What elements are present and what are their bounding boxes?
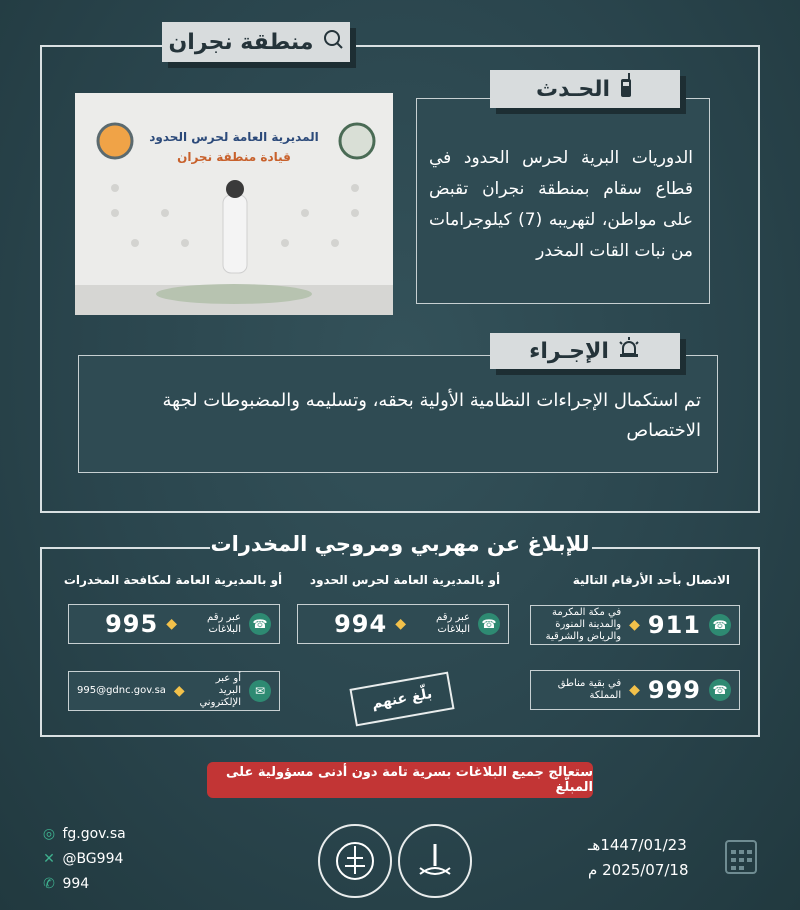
email-address[interactable]: 995@gdnc.gov.sa bbox=[77, 685, 166, 696]
footer-website[interactable] bbox=[40, 826, 126, 842]
report-border-left bbox=[40, 547, 42, 737]
report-border-bottom bbox=[40, 735, 760, 737]
chevron-icon: ◆ bbox=[395, 616, 406, 632]
action-title: الإجـراء bbox=[529, 338, 609, 364]
event-title: الحـدث bbox=[536, 76, 610, 102]
action-text: تم استكمال الإجراءات النظامية الأولية بحقه، وتسليمه والمضبوطات لجهة الاختصاص bbox=[162, 390, 701, 441]
hotline-999[interactable] bbox=[530, 670, 740, 710]
ministry-emblem bbox=[398, 824, 472, 898]
hotline-999-number: 999 bbox=[647, 676, 701, 704]
col1-title: الاتصال بأحد الأرقام التالية bbox=[572, 573, 730, 587]
report-border-right bbox=[758, 547, 760, 737]
hotline-911-number: 911 bbox=[647, 611, 701, 639]
col3-title: أو بالمديرية العامة لمكافحة المخدرات bbox=[63, 573, 283, 587]
hotline-995-desc: عبر رقم البلاغات bbox=[207, 612, 241, 635]
search-shield-icon bbox=[322, 28, 344, 56]
action-tag bbox=[490, 333, 680, 369]
footer-x-text: @BG994 bbox=[62, 851, 124, 867]
email-contact[interactable] bbox=[68, 671, 280, 711]
phone-icon: ☎ bbox=[709, 679, 731, 701]
footer-x[interactable] bbox=[40, 851, 123, 867]
report-stamp bbox=[349, 672, 454, 727]
event-text: الدوريات البرية لحرس الحدود في قطاع سقام بمنطقة نجران تقبض على مواطن، لتهريبه (7) كيلوجرامات من نبات القات المخدر bbox=[429, 148, 693, 261]
walkie-talkie-icon bbox=[618, 73, 634, 105]
hotline-999-desc: في بقية مناطق المملكة bbox=[557, 678, 622, 701]
border-guard-emblem bbox=[318, 824, 392, 898]
footer-website-text: fg.gov.sa bbox=[62, 826, 126, 842]
chevron-icon: ◆ bbox=[629, 682, 640, 698]
x-logo-icon: ✕ bbox=[43, 851, 55, 867]
chevron-icon: ◆ bbox=[173, 683, 185, 699]
date-gregorian: 2025/07/18 م bbox=[588, 861, 689, 879]
phone-icon: ✆ bbox=[43, 876, 55, 892]
col2-title: أو بالمديرية العامة لحرس الحدود bbox=[309, 573, 501, 587]
footer-phone[interactable] bbox=[40, 876, 89, 892]
hotline-994[interactable] bbox=[297, 604, 509, 644]
mail-icon: ✉ bbox=[249, 680, 271, 702]
chevron-icon: ◆ bbox=[629, 617, 640, 633]
phone-icon: ☎ bbox=[249, 613, 271, 635]
calendar-icon bbox=[724, 836, 758, 880]
globe-icon: ◎ bbox=[42, 826, 56, 842]
footer-phone-text: 994 bbox=[62, 876, 90, 892]
event-panel bbox=[416, 98, 710, 304]
hotline-995[interactable] bbox=[68, 604, 280, 644]
hotline-911-desc: في مكة المكرمة والمدينة المنورة والرياض والشرقية bbox=[545, 607, 622, 642]
report-stamp-text: بلّغ عنهم bbox=[370, 685, 434, 713]
incident-photo bbox=[75, 93, 393, 315]
date-hijri: 1447/01/23هـ bbox=[588, 836, 687, 854]
region-tag bbox=[162, 22, 350, 62]
hotline-994-number: 994 bbox=[334, 610, 388, 638]
photo-backdrop-title: المديرية العامة لحرس الحدود bbox=[149, 130, 319, 144]
email-desc: أو عبر البريد الإلكتروني bbox=[199, 673, 241, 708]
chevron-icon: ◆ bbox=[166, 616, 177, 632]
phone-icon: ☎ bbox=[709, 614, 731, 636]
region-title: منطقة نجران bbox=[168, 29, 314, 55]
photo-backdrop-subtitle: قيادة منطقة نجران bbox=[177, 150, 291, 164]
hotline-995-number: 995 bbox=[105, 610, 159, 638]
phone-icon: ☎ bbox=[478, 613, 500, 635]
notice-text: ستعالج جميع البلاغات بسرية تامة دون أدنى مسؤولية على المبلّغ bbox=[226, 765, 593, 795]
confidentiality-notice bbox=[207, 762, 593, 798]
siren-icon bbox=[617, 336, 641, 366]
event-tag bbox=[490, 70, 680, 108]
hotline-911[interactable] bbox=[530, 605, 740, 645]
report-title: للإبلاغ عن مهربي ومروجي المخدرات bbox=[210, 532, 590, 556]
hotline-994-desc: عبر رقم البلاغات bbox=[436, 612, 470, 635]
